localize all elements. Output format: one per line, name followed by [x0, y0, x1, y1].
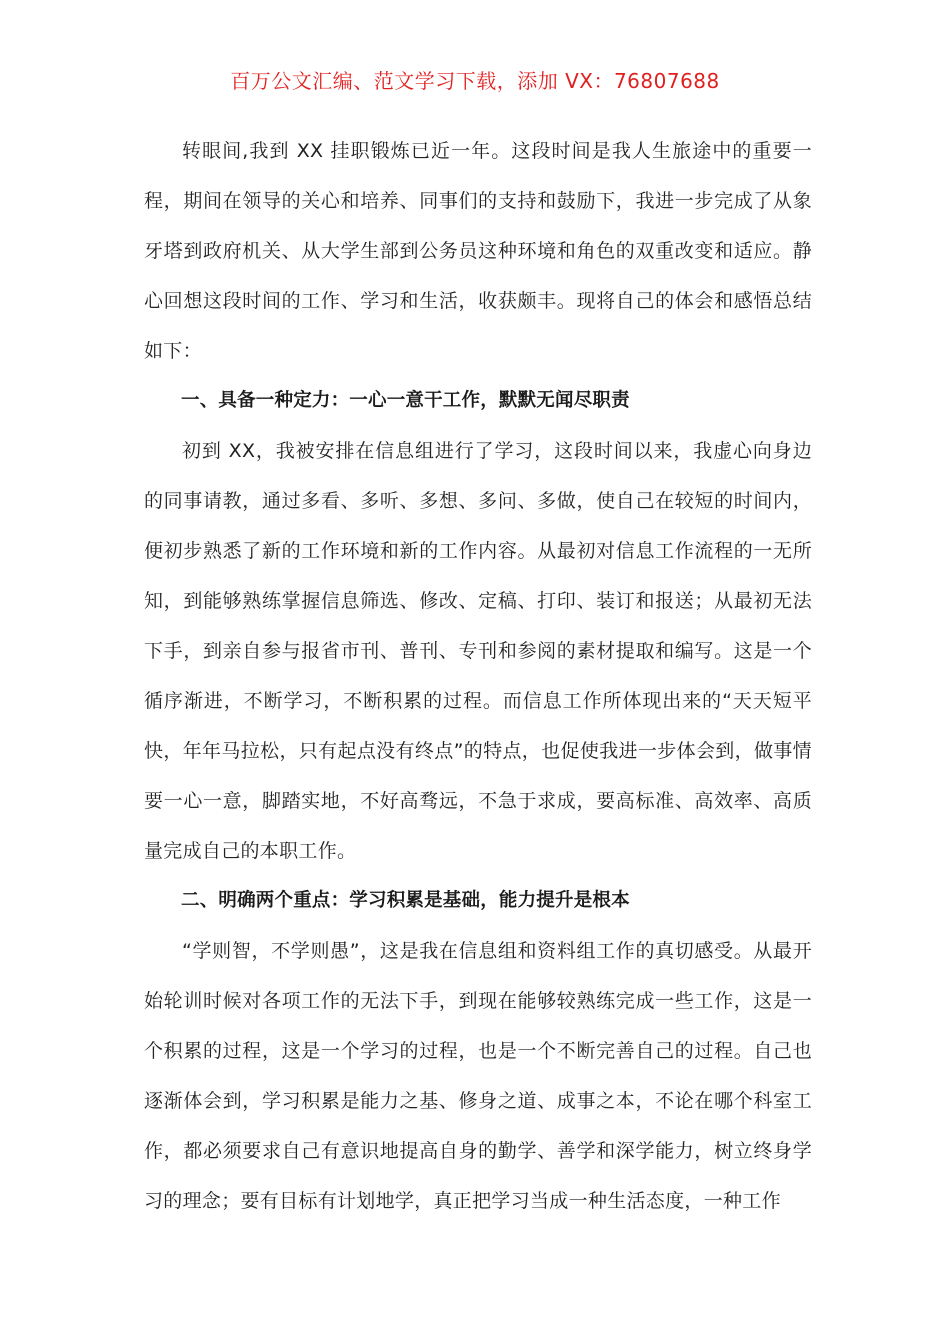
intro-paragraph: 转眼间,我到 XX 挂职锻炼已近一年。这段时间是我人生旅途中的重要一程，期间在领导的关心和培养、同事们的支持和鼓励下，我进一步完成了从象牙塔到政府机关、从大学生部到公务员这种环境和角色的双重改变和适应。静心回想这段时间的工作、学习和生活，收获颇丰。现将自己的体会和感悟总结如下：	[144, 140, 812, 362]
promo-header: 百万公文汇编、范文学习下载，添加 VX：76807688	[230, 69, 720, 93]
section-2-heading: 二、明确两个重点：学习积累是基础，能力提升是根本	[181, 890, 630, 911]
section-1-heading: 一、具备一种定力：一心一意干工作，默默无闻尽职责	[181, 390, 630, 411]
section-1-paragraph: 初到 XX，我被安排在信息组进行了学习，这段时间以来，我虚心向身边的同事请教，通过多看、多听、多想、多问、多做，使自己在较短的时间内，便初步熟悉了新的工作环境和新的工作内容。从最初对信息工作流程的一无所知，到能够熟练掌握信息筛选、修改、定稿、打印、装订和报送；从最初无法下手，到亲自参与报省市刊、普刊、专刊和参阅的素材提取和编写。这是一个循序渐进，不断学习，不断积累的过程。而信息工作所体现出来的“天天短平快，年年马拉松，只有起点没有终点”的特点，也促使我进一步体会到，做事情要一心一意，脚踏实地，不好高骛远，不急于求成，要高标准、高效率、高质量完成自己的本职工作。	[144, 440, 812, 862]
document-body	[144, 126, 812, 1226]
section-2-paragraph: “学则智，不学则愚”，这是我在信息组和资料组工作的真切感受。从最开始轮训时候对各项工作的无法下手，到现在能够较熟练完成一些工作，这是一个积累的过程，这是一个学习的过程，也是一个不断完善自己的过程。自己也逐渐体会到，学习积累是能力之基、修身之道、成事之本，不论在哪个科室工作，都必须要求自己有意识地提高自身的勤学、善学和深学能力，树立终身学习的理念；要有目标有计划地学，真正把学习当成一种生活态度，一种工作	[144, 940, 812, 1212]
